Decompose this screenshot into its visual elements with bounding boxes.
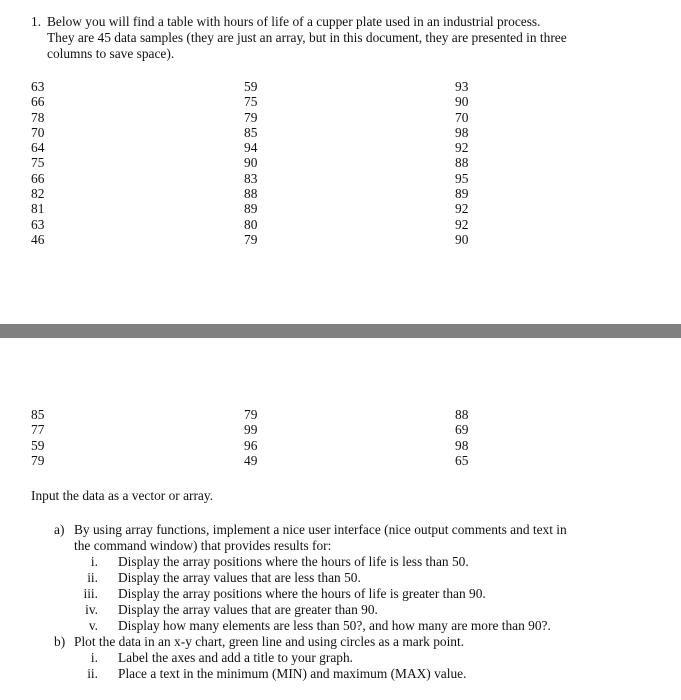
table1-column-2	[244, 79, 257, 247]
table-cell: 81	[31, 201, 45, 217]
table-cell: 82	[31, 186, 45, 202]
table1-column-3	[455, 79, 468, 247]
table2-column-1	[31, 407, 44, 468]
task-a-line-2: the command window) that provides results for:	[74, 538, 332, 553]
table-cell: 59	[244, 79, 258, 94]
table-cell: 98	[455, 437, 469, 453]
table-cell: 90	[455, 231, 469, 247]
table-cell: 75	[31, 155, 45, 171]
task-b-item-1-text: Label the axes and add a title to your graph.	[118, 650, 353, 665]
table-cell: 66	[31, 170, 45, 186]
task-a-item-1-text: Display the array positions where the hours of life is less than 50.	[118, 554, 469, 569]
table-cell: 94	[244, 140, 258, 156]
task-a-line-1: By using array functions, implement a nice user interface (nice output comments and text in	[74, 522, 567, 537]
task-a-item-5-text: Display how many elements are less than 50?, and how many are more than 90?.	[118, 618, 551, 633]
task-a-item-4-text: Display the array values that are greater than 90.	[118, 602, 378, 617]
table-cell: 78	[31, 109, 45, 125]
table-cell: 77	[31, 422, 45, 438]
table-cell: 90	[455, 94, 469, 110]
table-cell: 93	[455, 79, 469, 94]
table-cell: 89	[244, 201, 258, 217]
table-cell: 88	[244, 186, 258, 202]
table2-column-3	[455, 407, 468, 468]
task-b-line: Plot the data in an x-y chart, green line and using circles as a mark point.	[74, 634, 465, 649]
table-cell: 98	[455, 124, 469, 140]
table1-column-1	[31, 79, 44, 247]
table-cell: 90	[244, 155, 258, 171]
table2-column-2	[244, 407, 257, 468]
task-a-label: a)	[54, 522, 65, 537]
table-cell: 63	[31, 79, 45, 94]
table-cell: 65	[455, 452, 469, 468]
table-cell: 99	[244, 422, 258, 438]
task-b-label: b)	[54, 634, 66, 649]
table-cell: 70	[455, 109, 469, 125]
table-cell: 83	[244, 170, 258, 186]
table-cell: 64	[31, 140, 45, 156]
table-cell: 92	[455, 216, 469, 232]
table-cell: 79	[244, 407, 258, 422]
table-cell: 75	[244, 94, 258, 110]
intro-line-3: columns to save space).	[47, 46, 175, 61]
question-number: 1.	[31, 14, 42, 29]
table-cell: 79	[31, 452, 45, 468]
task-a-item-3-text: Display the array positions where the hours of life is greater than 90.	[118, 586, 486, 601]
table-cell: 85	[31, 407, 45, 422]
table-cell: 85	[244, 124, 258, 140]
page-break-divider	[0, 324, 681, 338]
table-cell: 80	[244, 216, 258, 232]
table-cell: 79	[244, 109, 258, 125]
task-a-item-4-num: iv.	[85, 602, 98, 617]
table-cell: 88	[455, 155, 469, 171]
table-cell: 96	[244, 437, 258, 453]
table-cell: 92	[455, 140, 469, 156]
task-b-item-2-num: ii.	[87, 666, 98, 681]
table-cell: 70	[31, 124, 45, 140]
task-a-item-1-num: i.	[90, 554, 98, 569]
intro-line-2: They are 45 data samples (they are just an array, but in this document, they are presented in three	[47, 30, 567, 45]
table-cell: 69	[455, 422, 469, 438]
table-cell: 88	[455, 407, 469, 422]
instruction-text: Input the data as a vector or array.	[31, 488, 214, 503]
table-cell: 79	[244, 231, 258, 247]
task-b-item-1-num: i.	[90, 650, 98, 665]
table-cell: 95	[455, 170, 469, 186]
table-cell: 92	[455, 201, 469, 217]
table-cell: 46	[31, 231, 45, 247]
table-cell: 59	[31, 437, 45, 453]
table-cell: 63	[31, 216, 45, 232]
table-cell: 49	[244, 452, 258, 468]
task-b-item-2-text: Place a text in the minimum (MIN) and maximum (MAX) value.	[118, 666, 467, 681]
task-a-item-2-text: Display the array values that are less than 50.	[118, 570, 361, 585]
intro-line-1: Below you will find a table with hours of life of a cupper plate used in an industrial process.	[47, 14, 541, 29]
table-cell: 66	[31, 94, 45, 110]
task-a-item-5-num: v.	[88, 618, 98, 633]
table-cell: 89	[455, 186, 469, 202]
task-a-item-2-num: ii.	[87, 570, 98, 585]
task-a-item-3-num: iii.	[83, 586, 98, 601]
